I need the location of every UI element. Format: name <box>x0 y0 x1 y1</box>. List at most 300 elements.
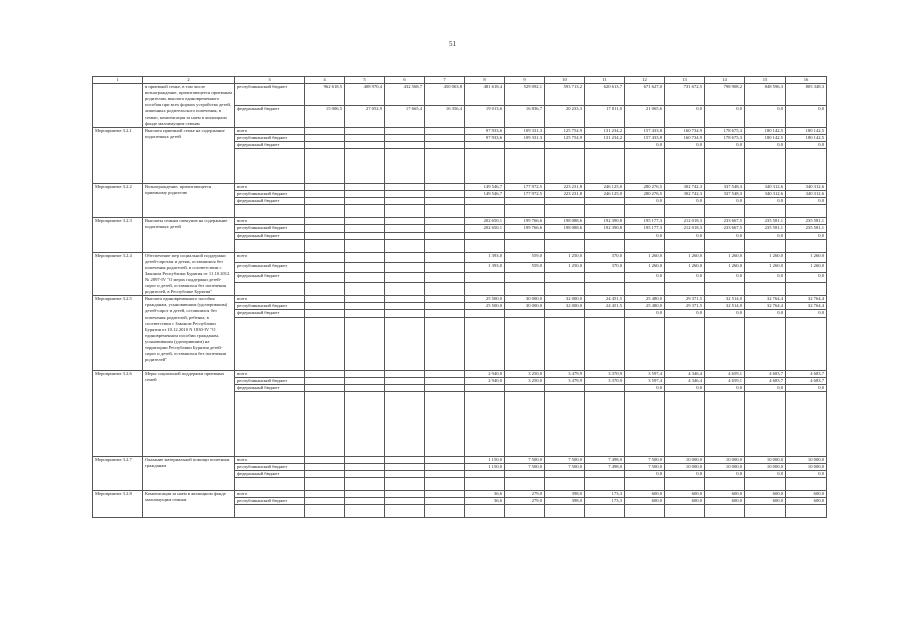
amount-cell <box>425 134 465 141</box>
column-header: 10 <box>545 77 585 84</box>
amount-cell: 10 000,0 <box>745 456 786 463</box>
funding-source: федеральный бюджет <box>235 273 305 283</box>
amount-cell: 17 665,4 <box>385 105 425 127</box>
amount-cell: 246 125,0 <box>585 191 625 198</box>
empty-cell <box>385 391 425 456</box>
empty-cell <box>745 478 786 491</box>
amount-cell <box>425 498 465 505</box>
amount-cell: 97 933,6 <box>465 127 505 134</box>
amount-cell: 0,0 <box>705 384 745 391</box>
amount-cell: 302 742,3 <box>665 191 705 198</box>
amount-cell: 3 597,4 <box>625 377 665 384</box>
amount-cell: 36,6 <box>465 498 505 505</box>
empty-cell <box>665 149 705 184</box>
table-row <box>93 127 827 134</box>
empty-cell <box>745 317 786 370</box>
column-header: 15 <box>745 77 786 84</box>
amount-cell: 109 331,3 <box>505 134 545 141</box>
empty-cell <box>545 478 585 491</box>
amount-cell: 21 065,6 <box>625 105 665 127</box>
amount-cell <box>305 273 345 283</box>
amount-cell: 109 331,3 <box>505 127 545 134</box>
amount-cell: 192 390,8 <box>585 218 625 225</box>
table-row <box>93 218 827 225</box>
empty-cell <box>505 205 545 218</box>
column-header: 9 <box>505 77 545 84</box>
amount-cell: 671 627,0 <box>625 84 665 106</box>
amount-cell <box>425 127 465 134</box>
amount-cell: 3 250,0 <box>505 370 545 377</box>
amount-cell: 340 312,6 <box>786 191 827 198</box>
amount-cell: 0,0 <box>786 471 827 478</box>
amount-cell <box>305 384 345 391</box>
amount-cell: 160 734,9 <box>665 134 705 141</box>
empty-cell <box>385 478 425 491</box>
empty-cell <box>585 283 625 296</box>
empty-cell <box>625 205 665 218</box>
amount-cell <box>425 252 465 262</box>
amount-cell <box>465 310 505 317</box>
amount-cell: 7 500,0 <box>625 463 665 470</box>
amount-cell <box>545 310 585 317</box>
funding-source: федеральный бюджет <box>235 198 305 205</box>
amount-cell <box>465 471 505 478</box>
column-header-row <box>93 77 827 84</box>
amount-cell <box>305 463 345 470</box>
amount-cell: 0,0 <box>665 310 705 317</box>
amount-cell <box>545 198 585 205</box>
empty-cell <box>585 391 625 456</box>
empty-cell <box>305 391 345 456</box>
amount-cell: 0,0 <box>665 384 705 391</box>
amount-cell <box>305 456 345 463</box>
empty-cell <box>786 478 827 491</box>
amount-cell: 7 500,0 <box>505 456 545 463</box>
amount-cell: 593 713,2 <box>545 84 585 106</box>
amount-cell: 337 548,3 <box>705 191 745 198</box>
funding-source: всего <box>235 296 305 303</box>
amount-cell <box>345 377 385 384</box>
amount-cell <box>305 262 345 272</box>
amount-cell: 1 260,0 <box>625 252 665 262</box>
amount-cell: 0,0 <box>786 141 827 148</box>
empty-cell <box>545 505 585 518</box>
amount-cell: 10 000,0 <box>786 463 827 470</box>
empty-cell <box>465 283 505 296</box>
page-number: 51 <box>449 40 456 48</box>
empty-cell <box>705 505 745 518</box>
amount-cell: 199 766,6 <box>505 225 545 232</box>
amount-cell <box>385 218 425 225</box>
empty-cell <box>786 239 827 252</box>
amount-cell: 32 764,4 <box>745 303 786 310</box>
amount-cell: 340 312,6 <box>786 184 827 191</box>
amount-cell: 173,3 <box>585 491 625 498</box>
measure-name: Компенсация за наем в жилищном фонде малоимущим семьям <box>143 491 235 518</box>
empty-cell <box>465 205 505 218</box>
amount-cell <box>585 384 625 391</box>
amount-cell: 10 000,0 <box>705 456 745 463</box>
amount-cell <box>345 491 385 498</box>
empty-cell <box>545 205 585 218</box>
empty-cell <box>625 391 665 456</box>
empty-cell <box>665 478 705 491</box>
empty-cell <box>786 391 827 456</box>
amount-cell <box>425 377 465 384</box>
amount-cell: 233 667,5 <box>705 218 745 225</box>
amount-cell <box>425 303 465 310</box>
amount-cell <box>385 184 425 191</box>
empty-cell <box>705 283 745 296</box>
amount-cell: 1 260,0 <box>625 262 665 272</box>
amount-cell <box>505 310 545 317</box>
amount-cell <box>385 456 425 463</box>
amount-cell: 0,0 <box>745 471 786 478</box>
amount-cell: 7 500,0 <box>625 456 665 463</box>
amount-cell: 398,0 <box>545 498 585 505</box>
amount-cell: 235 581,1 <box>786 218 827 225</box>
amount-cell: 4 683,7 <box>786 377 827 384</box>
amount-cell: 559,0 <box>505 262 545 272</box>
amount-cell: 408 970,4 <box>345 84 385 106</box>
empty-cell <box>545 317 585 370</box>
amount-cell <box>385 262 425 272</box>
amount-cell: 17 011,0 <box>585 105 625 127</box>
amount-cell <box>425 191 465 198</box>
funding-source: всего <box>235 184 305 191</box>
amount-cell <box>385 252 425 262</box>
amount-cell: 1 260,0 <box>745 262 786 272</box>
amount-cell <box>305 252 345 262</box>
amount-cell: 1 260,0 <box>786 252 827 262</box>
funding-source: всего <box>235 127 305 134</box>
amount-cell: 1 260,0 <box>665 252 705 262</box>
amount-cell: 1 260,0 <box>745 252 786 262</box>
empty-cell <box>425 478 465 491</box>
amount-cell <box>345 262 385 272</box>
empty-cell <box>345 239 385 252</box>
measure-code: Мероприятие 3.2.5 <box>93 296 143 370</box>
empty-cell <box>425 317 465 370</box>
amount-cell: 0,0 <box>745 198 786 205</box>
amount-cell <box>425 262 465 272</box>
amount-cell: 4 683,7 <box>786 370 827 377</box>
amount-cell: 30 000,0 <box>505 303 545 310</box>
amount-cell: 235 581,1 <box>745 218 786 225</box>
empty-cell <box>385 205 425 218</box>
table-row <box>93 252 827 262</box>
amount-cell: 202 650,1 <box>465 218 505 225</box>
amount-cell: 848 596,3 <box>745 84 786 106</box>
amount-cell: 0,0 <box>665 232 705 239</box>
column-header: 4 <box>305 77 345 84</box>
amount-cell: 235 581,1 <box>745 225 786 232</box>
amount-cell: 798 908,2 <box>705 84 745 106</box>
table-row <box>93 84 827 106</box>
empty-cell <box>345 505 385 518</box>
column-header: 2 <box>143 77 235 84</box>
table-row <box>93 296 827 303</box>
amount-cell <box>305 491 345 498</box>
empty-cell <box>505 391 545 456</box>
amount-cell <box>585 232 625 239</box>
amount-cell: 0,0 <box>705 471 745 478</box>
empty-cell <box>425 149 465 184</box>
empty-cell <box>465 239 505 252</box>
amount-cell: 4 346,4 <box>665 377 705 384</box>
amount-cell <box>345 225 385 232</box>
amount-cell: 29 371,5 <box>665 296 705 303</box>
table-row <box>93 491 827 498</box>
amount-cell: 1 260,0 <box>786 262 827 272</box>
amount-cell <box>345 310 385 317</box>
amount-cell <box>305 141 345 148</box>
empty-cell <box>665 505 705 518</box>
amount-cell: 3 597,4 <box>625 370 665 377</box>
amount-cell: 962 618,5 <box>305 84 345 106</box>
amount-cell: 125 754,9 <box>545 134 585 141</box>
empty-cell <box>465 505 505 518</box>
amount-cell: 0,0 <box>665 471 705 478</box>
amount-cell <box>345 498 385 505</box>
amount-cell <box>345 218 385 225</box>
amount-cell: 0,0 <box>745 232 786 239</box>
amount-cell: 131 234,2 <box>585 134 625 141</box>
funding-source: федеральный бюджет <box>235 232 305 239</box>
amount-cell: 0,0 <box>625 273 665 283</box>
amount-cell <box>425 141 465 148</box>
amount-cell: 279,0 <box>505 491 545 498</box>
funding-source: республиканский бюджет <box>235 134 305 141</box>
empty-cell <box>465 317 505 370</box>
amount-cell <box>385 498 425 505</box>
amount-cell <box>505 232 545 239</box>
amount-cell <box>385 377 425 384</box>
amount-cell <box>545 273 585 283</box>
amount-cell: 0,0 <box>705 141 745 148</box>
amount-cell: 16 356,4 <box>425 105 465 127</box>
funding-source: республиканский бюджет <box>235 225 305 232</box>
amount-cell: 1 260,0 <box>665 262 705 272</box>
empty-cell <box>465 478 505 491</box>
amount-cell: 3 479,9 <box>545 377 585 384</box>
funding-source: всего <box>235 218 305 225</box>
empty-cell <box>585 239 625 252</box>
amount-cell: 3 250,0 <box>505 377 545 384</box>
amount-cell: 4 659,1 <box>705 377 745 384</box>
empty-cell <box>665 239 705 252</box>
amount-cell: 1 393,0 <box>465 252 505 262</box>
amount-cell: 10 000,0 <box>665 456 705 463</box>
amount-cell <box>425 296 465 303</box>
empty-cell <box>425 283 465 296</box>
amount-cell: 0,0 <box>745 141 786 148</box>
amount-cell: 600,0 <box>665 491 705 498</box>
amount-cell: 3 370,9 <box>585 370 625 377</box>
empty-cell <box>786 317 827 370</box>
amount-cell <box>345 232 385 239</box>
amount-cell <box>305 232 345 239</box>
empty-cell <box>305 283 345 296</box>
amount-cell: 620 613,7 <box>585 84 625 106</box>
amount-cell: 432 568,7 <box>385 84 425 106</box>
amount-cell: 1 260,0 <box>705 252 745 262</box>
empty-cell <box>235 205 305 218</box>
amount-cell: 7 500,0 <box>545 456 585 463</box>
amount-cell: 10 000,0 <box>665 463 705 470</box>
empty-cell <box>505 317 545 370</box>
funding-source: республиканский бюджет <box>235 303 305 310</box>
empty-cell <box>505 505 545 518</box>
amount-cell: 180 142,5 <box>745 134 786 141</box>
amount-cell <box>305 134 345 141</box>
empty-cell <box>625 478 665 491</box>
funding-source: федеральный бюджет <box>235 310 305 317</box>
amount-cell <box>425 198 465 205</box>
empty-cell <box>585 505 625 518</box>
amount-cell <box>345 384 385 391</box>
amount-cell: 178 675,3 <box>705 127 745 134</box>
amount-cell: 195 177,3 <box>625 225 665 232</box>
empty-cell <box>545 391 585 456</box>
funding-source: федеральный бюджет <box>235 141 305 148</box>
amount-cell <box>465 384 505 391</box>
amount-cell <box>345 141 385 148</box>
amount-cell <box>425 491 465 498</box>
amount-cell <box>425 456 465 463</box>
amount-cell: 125 754,9 <box>545 127 585 134</box>
amount-cell: 398,0 <box>545 491 585 498</box>
funding-source: федеральный бюджет <box>235 105 305 127</box>
measure-code: Мероприятие 3.2.6 <box>93 370 143 456</box>
empty-cell <box>305 478 345 491</box>
amount-cell <box>385 127 425 134</box>
amount-cell <box>345 471 385 478</box>
column-header: 1 <box>93 77 143 84</box>
amount-cell: 1 250,0 <box>545 262 585 272</box>
table-row <box>93 456 827 463</box>
amount-cell: 0,0 <box>745 310 786 317</box>
amount-cell: 0,0 <box>745 384 786 391</box>
amount-cell: 198 088,6 <box>545 225 585 232</box>
amount-cell <box>585 198 625 205</box>
amount-cell: 199 766,6 <box>505 218 545 225</box>
amount-cell <box>505 384 545 391</box>
amount-cell <box>505 198 545 205</box>
amount-cell: 32 514,0 <box>705 296 745 303</box>
amount-cell: 600,0 <box>625 491 665 498</box>
empty-cell <box>235 283 305 296</box>
amount-cell: 202 650,1 <box>465 225 505 232</box>
column-header: 3 <box>235 77 305 84</box>
empty-cell <box>665 391 705 456</box>
amount-cell: 0,0 <box>625 232 665 239</box>
amount-cell: 340 312,6 <box>745 184 786 191</box>
amount-cell <box>465 232 505 239</box>
amount-cell: 32 514,0 <box>705 303 745 310</box>
empty-cell <box>385 239 425 252</box>
empty-cell <box>625 283 665 296</box>
funding-source: федеральный бюджет <box>235 384 305 391</box>
empty-cell <box>786 205 827 218</box>
amount-cell <box>345 456 385 463</box>
amount-cell: 0,0 <box>665 273 705 283</box>
empty-cell <box>745 505 786 518</box>
table-row <box>93 184 827 191</box>
measure-name: в приемной семье, в том числе вознаграждение, причитающееся приемным родителям, выплата единовременного пособия при всех формах устройства детей, лишенных родительского попечения, в семью, компенсация за наем в жилищном фонде малоимущим семьям <box>143 84 235 128</box>
amount-cell: 178 675,3 <box>705 134 745 141</box>
amount-cell <box>425 273 465 283</box>
measure-name: Меры социальной поддержки приемных семей <box>143 370 235 456</box>
empty-cell <box>786 505 827 518</box>
amount-cell: 24 451,5 <box>585 303 625 310</box>
funding-source: всего <box>235 370 305 377</box>
empty-cell <box>385 149 425 184</box>
amount-cell: 4 683,7 <box>745 377 786 384</box>
amount-cell: 32 764,4 <box>786 296 827 303</box>
amount-cell <box>385 232 425 239</box>
amount-cell: 600,0 <box>786 491 827 498</box>
column-header: 16 <box>786 77 827 84</box>
empty-cell <box>465 391 505 456</box>
empty-cell <box>235 317 305 370</box>
empty-cell <box>786 283 827 296</box>
amount-cell: 173,3 <box>585 498 625 505</box>
amount-cell: 600,0 <box>625 498 665 505</box>
amount-cell: 0,0 <box>705 232 745 239</box>
amount-cell: 0,0 <box>665 198 705 205</box>
funding-source: республиканский бюджет <box>235 377 305 384</box>
table-row <box>93 370 827 377</box>
amount-cell: 235 581,1 <box>786 225 827 232</box>
amount-cell <box>345 134 385 141</box>
empty-cell <box>345 317 385 370</box>
amount-cell: 160 734,9 <box>665 127 705 134</box>
amount-cell: 370,0 <box>585 252 625 262</box>
amount-cell <box>385 491 425 498</box>
amount-cell: 177 972,5 <box>505 191 545 198</box>
empty-cell <box>235 239 305 252</box>
amount-cell: 30 000,0 <box>505 296 545 303</box>
amount-cell: 10 000,0 <box>705 463 745 470</box>
amount-cell: 2 940,0 <box>465 377 505 384</box>
amount-cell: 25 480,0 <box>625 296 665 303</box>
amount-cell <box>345 252 385 262</box>
amount-cell: 177 972,5 <box>505 184 545 191</box>
empty-cell <box>345 478 385 491</box>
amount-cell: 198 088,6 <box>545 218 585 225</box>
empty-cell <box>585 205 625 218</box>
amount-cell <box>385 370 425 377</box>
amount-cell: 32 000,0 <box>545 303 585 310</box>
measure-name: Выплата единовременного пособия гражданам, усыновившим (удочерившим) детей-сирот и детей, оставшихся без попечения родителей, ребенка, в соответствии с Законом Республики Бурятия от 10.12.2010 N 1830-IV "О единовременном пособии гражданам, усыновившим (удочерившим) на территории Республики Бурятия детей-сирот и детей, оставшихся без попечения родителей" <box>143 296 235 370</box>
amount-cell: 600,0 <box>705 498 745 505</box>
amount-cell: 450 063,8 <box>425 84 465 106</box>
amount-cell: 302 742,3 <box>665 184 705 191</box>
amount-cell: 149 546,7 <box>465 191 505 198</box>
empty-cell <box>235 478 305 491</box>
measure-code: Мероприятие 3.2.2 <box>93 184 143 218</box>
empty-cell <box>786 149 827 184</box>
funding-source: всего <box>235 491 305 498</box>
empty-cell <box>745 239 786 252</box>
measure-code: Мероприятие 3.2.3 <box>93 218 143 252</box>
empty-cell <box>305 149 345 184</box>
amount-cell <box>425 232 465 239</box>
amount-cell <box>545 384 585 391</box>
amount-cell <box>345 273 385 283</box>
empty-cell <box>625 239 665 252</box>
